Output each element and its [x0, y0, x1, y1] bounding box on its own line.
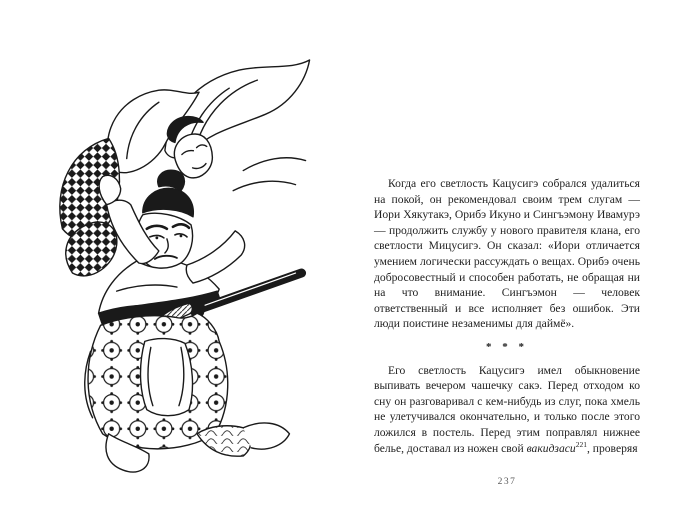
- paragraph-2-lead: Его светлость Кацусигэ имел обыкновение выпивать вечером чашечку сакэ. Перед отходом ко сну он разговаривал с кем-нибудь из слуг, пока хмель не улетучивался окончательно, и только после этого ложился в постель. Перед этим поправлял нижнее белье, доставал из ножен свой: [374, 363, 640, 455]
- right-page: [337, 0, 674, 528]
- samurai-woodcut-image: [46, 50, 330, 478]
- page-number: 237: [497, 477, 517, 487]
- paragraph-2-tail: , проверяя: [586, 441, 638, 455]
- paragraph-1: Когда его светлость Кацусигэ собрался удалиться на покой, он рекомендовал своим трем слугам — Иори Хякутакэ, Орибэ Икуно и Сингъэмону Ивамурэ — продолжить службу у нового правителя клана, его светлости Мицусигэ. Он сказал: «Иори отличается умением логически рассуждать о вещах. Орибэ очень добросовестный и способен работать, не обращая ни на что внимание. Сингъэмон — человек ответственный и все исполняет без ошибок. Эти люди поистине незаменимы для даймё».: [374, 177, 640, 331]
- footnote-reference: 221: [575, 439, 587, 449]
- term-wakizashi: вакидзаси: [526, 441, 576, 455]
- paragraph-2: [374, 363, 640, 457]
- text-column: [374, 176, 640, 456]
- section-separator: * * *: [486, 340, 528, 353]
- samurai-illustration: [46, 50, 330, 478]
